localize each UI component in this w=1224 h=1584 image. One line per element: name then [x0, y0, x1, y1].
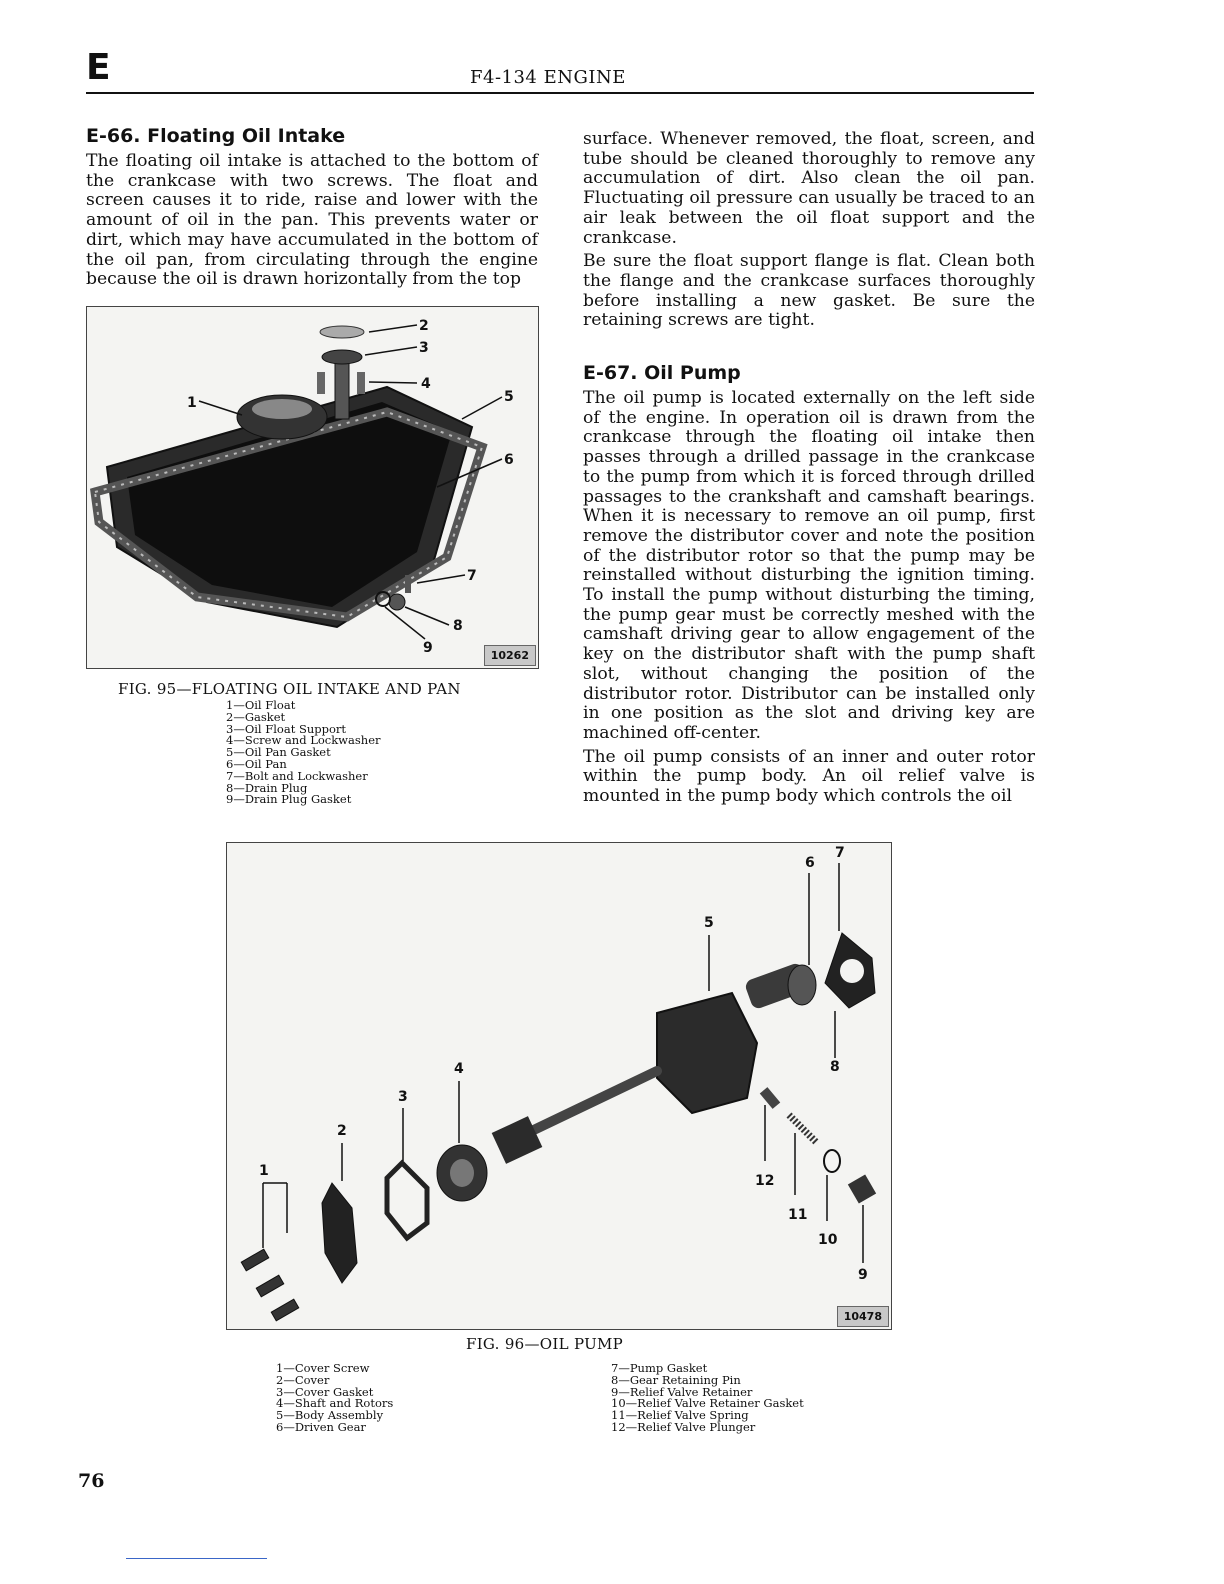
section-heading-e66: E-66. Floating Oil Intake [86, 125, 346, 147]
legend-item: 6—Oil Pan [226, 756, 287, 771]
cover-shape [322, 1183, 357, 1283]
pump-shaft-shape [517, 1071, 657, 1138]
relief-valve-retainer-shape [848, 1174, 876, 1203]
legend-item: 8—Gear Retaining Pin [611, 1372, 741, 1387]
legend-item: 3—Cover Gasket [276, 1384, 374, 1399]
fig95-callout-8: 8 [453, 618, 463, 634]
header-rule [86, 92, 1034, 94]
legend-item: 8—Drain Plug [226, 780, 308, 795]
legend-item: 11—Relief Valve Spring [611, 1408, 749, 1423]
legend-item: 1—Cover Screw [276, 1361, 370, 1375]
fig95-callout-6: 6 [504, 452, 514, 468]
fig96-callout-6: 6 [805, 855, 815, 871]
fig96-callout-3: 3 [398, 1089, 408, 1105]
left-column [86, 124, 538, 294]
legend-item: 5—Body Assembly [276, 1408, 384, 1423]
leader-lines-96 [263, 863, 863, 1263]
outer-rotor-bore [450, 1159, 474, 1187]
paragraph: Be sure the float support flange is flat. Clean both the flange and the crankcase surfaces thoroughly before installing a new gasket. Be sure the retaining screws are tight. [583, 251, 1035, 331]
fig95-callout-3: 3 [419, 340, 429, 356]
legend-item: 9—Relief Valve Retainer [611, 1384, 753, 1399]
legend-item: 9—Drain Plug Gasket [226, 792, 352, 807]
float-support-tube [335, 359, 349, 419]
oil-pan-exploded-drawing [87, 307, 538, 668]
fig95-callout-1: 1 [187, 395, 197, 411]
fig95-callout-7: 7 [467, 568, 477, 584]
float-highlight [252, 399, 312, 419]
paragraph: surface. Whenever removed, the float, screen, and tube should be cleaned thoroughly to remove any accumulation of dirt. Also clean the oil pan. Fluctuating oil pressure can usually be traced to an air leak between the oil float support and the crankcase. [583, 129, 1035, 248]
section-heading-e67: E-67. Oil Pump [583, 362, 741, 385]
fig96-callout-10: 10 [818, 1232, 838, 1248]
cover-screws [241, 1249, 299, 1321]
float-support-flange [322, 350, 362, 364]
relief-valve-spring-shape [789, 1115, 817, 1143]
gasket-2-shape [320, 326, 364, 338]
fig96-callout-9: 9 [858, 1267, 868, 1283]
footer-rule [126, 1558, 267, 1559]
fig95-callout-5: 5 [504, 389, 514, 405]
fig95-callout-2: 2 [419, 318, 429, 334]
right-column [583, 130, 1035, 811]
figure-95-illustration [86, 306, 539, 669]
legend-item: 3—Oil Float Support [226, 721, 347, 736]
paragraph: The floating oil intake is attached to the bottom of the crankcase with two screws. The float and screen causes it to ride, raise and lower with the amount of oil in the pan. This prevents water or dirt, which may have accumulated in the bottom of the oil pan, from circulating through the engine because the oil is drawn horizontally from the top [86, 151, 538, 290]
legend-item: 10—Relief Valve Retainer Gasket [611, 1396, 804, 1411]
relief-valve-plunger-shape [760, 1087, 781, 1109]
fig95-callout-9: 9 [423, 640, 433, 656]
page-number: 76 [78, 1470, 105, 1492]
screw-shape [357, 372, 365, 394]
screw-shape [317, 372, 325, 394]
drain-plug-shape [389, 594, 405, 610]
paragraph: The oil pump is located externally on the left side of the engine. In operation oil is drawn from the crankcase through the floating oil intake then passes through a drilled passage in the crankcase to the pump from which it is forced through drilled passages to the crankshaft and camshaft bearings. When it is necessary to remove an oil pump, first remove the distributor cover and note the position of the distributor rotor so that the pump may be reinstalled without disturbing the ignition timing. To install the pump without disturbing the timing, the pump gear must be correctly meshed with the camshaft driving gear to allow engagement of the key on the distributor shaft with the pump shaft slot, without changing the position of the distributor rotor. Distributor can be installed only in one position as the slot and driving key are machined off-center. [583, 388, 1035, 743]
cover-gasket-shape [387, 1163, 427, 1238]
legend-item: 7—Pump Gasket [611, 1361, 708, 1375]
figure-96-legend-right [611, 1363, 804, 1434]
legend-item: 5—Oil Pan Gasket [226, 745, 331, 760]
fig96-callout-4: 4 [454, 1061, 464, 1077]
section-letter: E [86, 47, 111, 88]
fig96-callout-5: 5 [704, 915, 714, 931]
legend-item: 4—Shaft and Rotors [276, 1396, 394, 1411]
inner-rotor-shape [492, 1116, 543, 1164]
driven-gear-shape [788, 965, 816, 1005]
oil-pump-exploded-drawing [227, 843, 891, 1329]
fig96-callout-7: 7 [835, 845, 845, 861]
legend-item: 2—Cover [276, 1372, 330, 1387]
fig96-callout-2: 2 [337, 1123, 347, 1139]
paragraph: The oil pump consists of an inner and outer rotor within the pump body. An oil relief valve is mounted in the pump body which controls the oil [583, 746, 1035, 807]
fig96-callout-11: 11 [788, 1207, 808, 1223]
figure-96-illustration [226, 842, 892, 1330]
figure-95-caption: FIG. 95—FLOATING OIL INTAKE AND PAN [118, 680, 461, 698]
bolt-shape [405, 575, 411, 593]
figure-95-number-tag: 10262 [484, 645, 536, 666]
legend-item: 1—Oil Float [226, 698, 296, 712]
legend-item: 12—Relief Valve Plunger [611, 1419, 756, 1434]
fig96-callout-12: 12 [755, 1173, 775, 1189]
pump-body-shape [657, 993, 757, 1113]
legend-item: 2—Gasket [226, 709, 286, 724]
retainer-gasket-shape [824, 1150, 840, 1172]
figure-96-number-tag: 10478 [837, 1306, 889, 1327]
pump-gasket-hole [840, 959, 864, 983]
figure-96-legend-left [276, 1363, 393, 1434]
figure-96-caption: FIG. 96—OIL PUMP [466, 1335, 624, 1353]
legend-item: 7—Bolt and Lockwasher [226, 768, 368, 783]
running-title: F4-134 ENGINE [470, 67, 626, 88]
figure-95-legend [226, 700, 381, 806]
legend-item: 6—Driven Gear [276, 1419, 366, 1434]
fig96-callout-1: 1 [259, 1163, 269, 1179]
fig96-callout-8: 8 [830, 1059, 840, 1075]
legend-item: 4—Screw and Lockwasher [226, 733, 381, 748]
fig95-callout-4: 4 [421, 376, 431, 392]
